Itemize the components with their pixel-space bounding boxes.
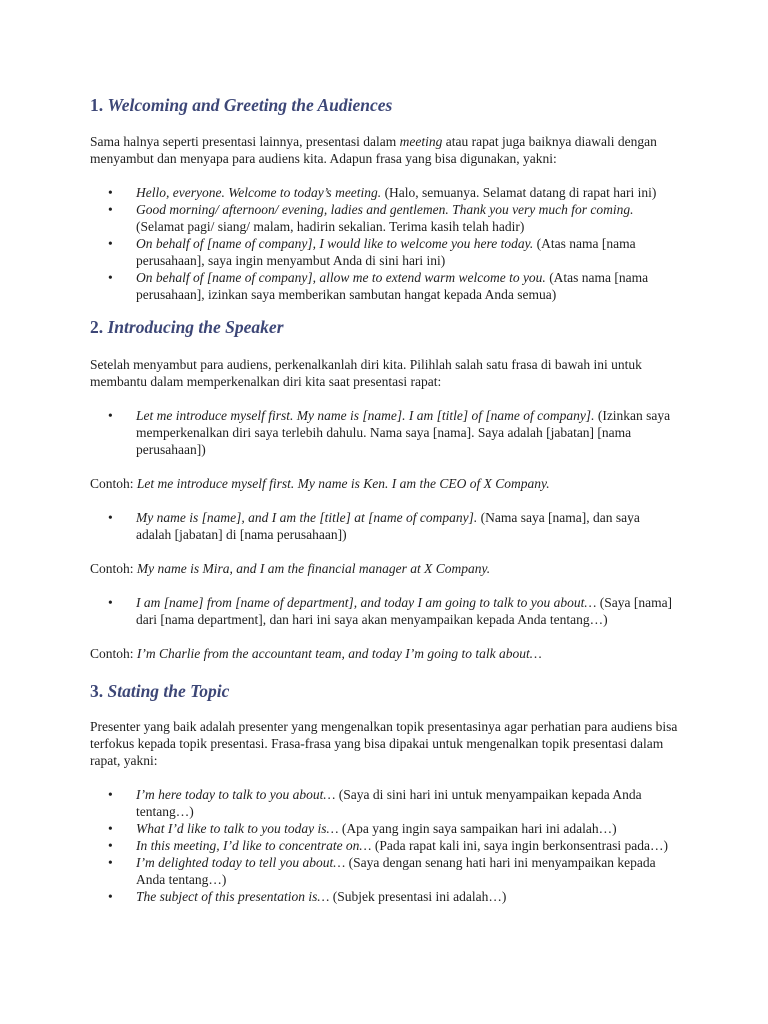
section-intro-introducing: Setelah menyambut para audiens, perkenalkanlah diri kita. Pilihlah salah satu frasa di bawah ini untuk membantu dalam memperkenalkan diri kita saat presentasi rapat:: [90, 357, 642, 389]
phrase-translation: (Selamat pagi/ siang/ malam, hadirin sekalian. Terima kasih telah hadir): [136, 219, 525, 234]
bullet-icon: •: [108, 236, 113, 251]
phrase-english: I’m here today to talk to you about…: [136, 787, 336, 802]
list-item: [108, 201, 678, 235]
phrase-english: Let me introduce myself first. My name is [name]. I am [title] of [name of company].: [136, 408, 595, 423]
list-item: [108, 837, 678, 854]
phrase-translation: (Izinkan saya memperkenalkan diri saya terlebih dahulu. Nama saya [nama]. Saya adalah [jabatan] [nama perusahaan]): [136, 408, 671, 457]
intro-text: atau rapat juga baiknya diawali dengan menyambut dan menyapa para audiens kita. Adapun frasa yang bisa digunakan, yakni:: [90, 134, 657, 166]
section-title: Stating the Topic: [107, 681, 230, 701]
introducing-phrase-list-b: [108, 509, 678, 543]
list-item: [108, 888, 678, 905]
phrase-translation: (Saya [nama] dari [nama department], dan hari ini saya akan menyampaikan kepada Anda tentang…): [136, 595, 673, 627]
phrase-translation: (Atas nama [nama perusahaan], saya ingin menyambut Anda di sini hari ini): [136, 236, 636, 268]
phrase-translation: (Pada rapat kali ini, saya ingin berkonsentrasi pada…): [371, 838, 668, 853]
intro-emphasis: meeting: [399, 134, 443, 149]
intro-text: Sama halnya seperti presentasi lainnya, presentasi dalam: [90, 134, 400, 149]
section-heading-stating-topic: [90, 680, 229, 702]
phrase-english: What I’d like to talk to you today is…: [136, 821, 339, 836]
example-line: [90, 645, 690, 662]
section-intro-stating-topic: Presenter yang baik adalah presenter yang mengenalkan topik presentasinya agar perhatian para audiens bisa terfokus kepada topik presentasi. Frasa-frasa yang bisa dipakai untuk mengenalkan topik presentasi dalam rapat, yakni:: [90, 719, 678, 768]
example-label: Contoh:: [90, 561, 137, 576]
phrase-english: I am [name] from [name of department], and today I am going to talk to you about…: [136, 595, 597, 610]
bullet-icon: •: [108, 595, 113, 610]
section-number: 1.: [90, 95, 104, 115]
phrase-english: In this meeting, I’d like to concentrate on…: [136, 838, 372, 853]
phrase-english: Hello, everyone. Welcome to today’s meeting.: [136, 185, 382, 200]
phrase-english: Good morning/ afternoon/ evening, ladies and gentlemen. Thank you very much for coming.: [136, 202, 634, 217]
introducing-phrase-list-a: [108, 407, 678, 458]
list-item: [108, 184, 678, 201]
example-text: My name is Mira, and I am the financial manager at X Company.: [136, 561, 491, 576]
introducing-phrase-list-c: [108, 594, 678, 628]
phrase-english: On behalf of [name of company], allow me to extend warm welcome to you.: [136, 270, 546, 285]
example-line: [90, 475, 690, 492]
section-title: Welcoming and Greeting the Audiences: [107, 95, 393, 115]
welcoming-phrase-list: [108, 184, 678, 303]
list-item: [108, 407, 678, 458]
section-number: 2.: [90, 317, 104, 337]
list-item: [108, 509, 678, 543]
phrase-english: The subject of this presentation is…: [136, 889, 330, 904]
phrase-english: My name is [name], and I am the [title] at [name of company].: [136, 510, 478, 525]
example-text: I’m Charlie from the accountant team, and today I’m going to talk about…: [136, 646, 542, 661]
section-heading-welcoming: [90, 94, 392, 116]
bullet-icon: •: [108, 838, 113, 853]
phrase-translation: (Saya dengan senang hati hari ini menyampaikan kepada Anda tentang…): [136, 855, 656, 887]
phrase-translation: (Halo, semuanya. Selamat datang di rapat hari ini): [381, 185, 657, 200]
phrase-translation: (Subjek presentasi ini adalah…): [329, 889, 507, 904]
example-line: [90, 560, 690, 577]
list-item: [108, 269, 678, 303]
bullet-icon: •: [108, 889, 113, 904]
bullet-icon: •: [108, 510, 113, 525]
example-label: Contoh:: [90, 646, 137, 661]
section-title: Introducing the Speaker: [107, 317, 284, 337]
list-item: [108, 854, 678, 888]
phrase-english: I’m delighted today to tell you about…: [136, 855, 346, 870]
phrase-translation: (Atas nama [nama perusahaan], izinkan saya memberikan sambutan hangat kepada Anda semua): [136, 270, 649, 302]
list-item: [108, 235, 678, 269]
topic-phrase-list: [108, 786, 678, 905]
list-item: [108, 594, 678, 628]
example-label: Contoh:: [90, 476, 137, 491]
section-heading-introducing: [90, 316, 284, 338]
phrase-translation: (Saya di sini hari ini untuk menyampaikan kepada Anda tentang…): [136, 787, 642, 819]
bullet-icon: •: [108, 185, 113, 200]
list-item: [108, 820, 678, 837]
bullet-icon: •: [108, 855, 113, 870]
bullet-icon: •: [108, 821, 113, 836]
section-intro-welcoming: [90, 133, 690, 167]
list-item: [108, 786, 678, 820]
phrase-translation: (Nama saya [nama], dan saya adalah [jabatan] di [nama perusahaan]): [136, 510, 640, 542]
bullet-icon: •: [108, 408, 113, 423]
phrase-english: On behalf of [name of company], I would like to welcome you here today.: [136, 236, 534, 251]
section-number: 3.: [90, 681, 104, 701]
bullet-icon: •: [108, 202, 113, 217]
phrase-translation: (Apa yang ingin saya sampaikan hari ini adalah…): [338, 821, 617, 836]
bullet-icon: •: [108, 270, 113, 285]
example-text: Let me introduce myself first. My name is Ken. I am the CEO of X Company.: [136, 476, 550, 491]
bullet-icon: •: [108, 787, 113, 802]
